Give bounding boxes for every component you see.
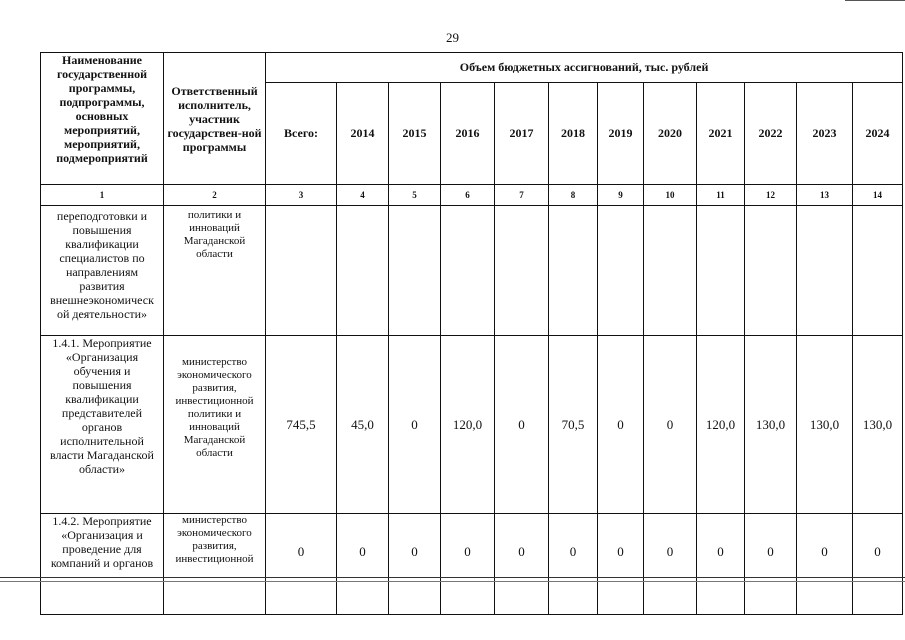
column-number: 5 bbox=[389, 185, 441, 206]
table-row bbox=[41, 514, 903, 615]
header-year: 2022 bbox=[745, 83, 797, 185]
column-number-row bbox=[41, 185, 903, 206]
header-year: 2017 bbox=[495, 83, 549, 185]
column-number: 14 bbox=[853, 185, 903, 206]
row-value bbox=[549, 206, 598, 336]
column-number: 10 bbox=[644, 185, 697, 206]
header-name-column: Наименование государственной программы, подпрограммы, основных мероприятий, мероприятий, подмероприятий bbox=[41, 53, 164, 185]
row-executor: министерство экономического развития, инвестиционной bbox=[164, 514, 266, 615]
row-value: 45,0 bbox=[337, 336, 389, 514]
row-value bbox=[266, 206, 337, 336]
row-value: 0 bbox=[598, 514, 644, 615]
column-number: 6 bbox=[441, 185, 495, 206]
header-year: 2015 bbox=[389, 83, 441, 185]
header-year: 2024 bbox=[853, 83, 903, 185]
row-value: 130,0 bbox=[853, 336, 903, 514]
row-value: 0 bbox=[441, 514, 495, 615]
header-year: 2023 bbox=[797, 83, 853, 185]
row-executor: политики и инноваций Магаданской области bbox=[164, 206, 266, 336]
row-value: 120,0 bbox=[441, 336, 495, 514]
row-value: 0 bbox=[697, 514, 745, 615]
row-value: 120,0 bbox=[697, 336, 745, 514]
table-row bbox=[41, 206, 903, 336]
row-value bbox=[797, 206, 853, 336]
row-value bbox=[697, 206, 745, 336]
row-value: 0 bbox=[598, 336, 644, 514]
row-value: 130,0 bbox=[745, 336, 797, 514]
header-budget-group: Объем бюджетных ассигнований, тыс. рублей bbox=[266, 53, 903, 83]
row-value bbox=[853, 206, 903, 336]
column-number: 7 bbox=[495, 185, 549, 206]
row-value: 0 bbox=[549, 514, 598, 615]
page-cut-line bbox=[0, 577, 905, 578]
header-year: 2014 bbox=[337, 83, 389, 185]
row-value bbox=[495, 206, 549, 336]
header-year: 2016 bbox=[441, 83, 495, 185]
column-number: 9 bbox=[598, 185, 644, 206]
row-value: 0 bbox=[644, 514, 697, 615]
column-number: 11 bbox=[697, 185, 745, 206]
row-value bbox=[745, 206, 797, 336]
row-name: 1.4.2. Мероприятие «Организация и проведение для компаний и органов bbox=[41, 514, 164, 615]
budget-table bbox=[40, 52, 903, 615]
row-value: 0 bbox=[337, 514, 389, 615]
column-number: 13 bbox=[797, 185, 853, 206]
row-name: 1.4.1. Мероприятие «Организация обучения и повышения квалификации представителей органов исполнительной власти Магаданской области» bbox=[41, 336, 164, 514]
column-number: 8 bbox=[549, 185, 598, 206]
row-executor: министерство экономического развития, инвестиционной политики и инноваций Магаданской области bbox=[164, 336, 266, 514]
row-value: 0 bbox=[745, 514, 797, 615]
header-year: 2019 bbox=[598, 83, 644, 185]
row-value: 745,5 bbox=[266, 336, 337, 514]
row-name: переподготовки и повышения квалификации специалистов по направлениям развития внешнеэкономическ ой деятельности» bbox=[41, 206, 164, 336]
row-value: 0 bbox=[644, 336, 697, 514]
row-value: 0 bbox=[495, 514, 549, 615]
row-value: 0 bbox=[853, 514, 903, 615]
row-value: 70,5 bbox=[549, 336, 598, 514]
column-number: 4 bbox=[337, 185, 389, 206]
page-number: 29 bbox=[446, 30, 459, 45]
row-value: 0 bbox=[797, 514, 853, 615]
row-value bbox=[441, 206, 495, 336]
header-executor-column: Ответственный исполнитель, участник государствен-ной программы bbox=[164, 53, 266, 185]
row-value: 0 bbox=[495, 336, 549, 514]
header-year: 2018 bbox=[549, 83, 598, 185]
scan-edge-line bbox=[845, 0, 905, 1]
row-value bbox=[337, 206, 389, 336]
row-value: 0 bbox=[266, 514, 337, 615]
column-number: 2 bbox=[164, 185, 266, 206]
header-total: Всего: bbox=[266, 83, 337, 185]
row-value: 130,0 bbox=[797, 336, 853, 514]
column-number: 3 bbox=[266, 185, 337, 206]
row-value bbox=[598, 206, 644, 336]
column-number: 1 bbox=[41, 185, 164, 206]
page-cut-line bbox=[0, 581, 905, 582]
row-value: 0 bbox=[389, 336, 441, 514]
row-value bbox=[644, 206, 697, 336]
row-value: 0 bbox=[389, 514, 441, 615]
header-year: 2020 bbox=[644, 83, 697, 185]
table-row bbox=[41, 336, 903, 514]
column-number: 12 bbox=[745, 185, 797, 206]
row-value bbox=[389, 206, 441, 336]
header-year: 2021 bbox=[697, 83, 745, 185]
